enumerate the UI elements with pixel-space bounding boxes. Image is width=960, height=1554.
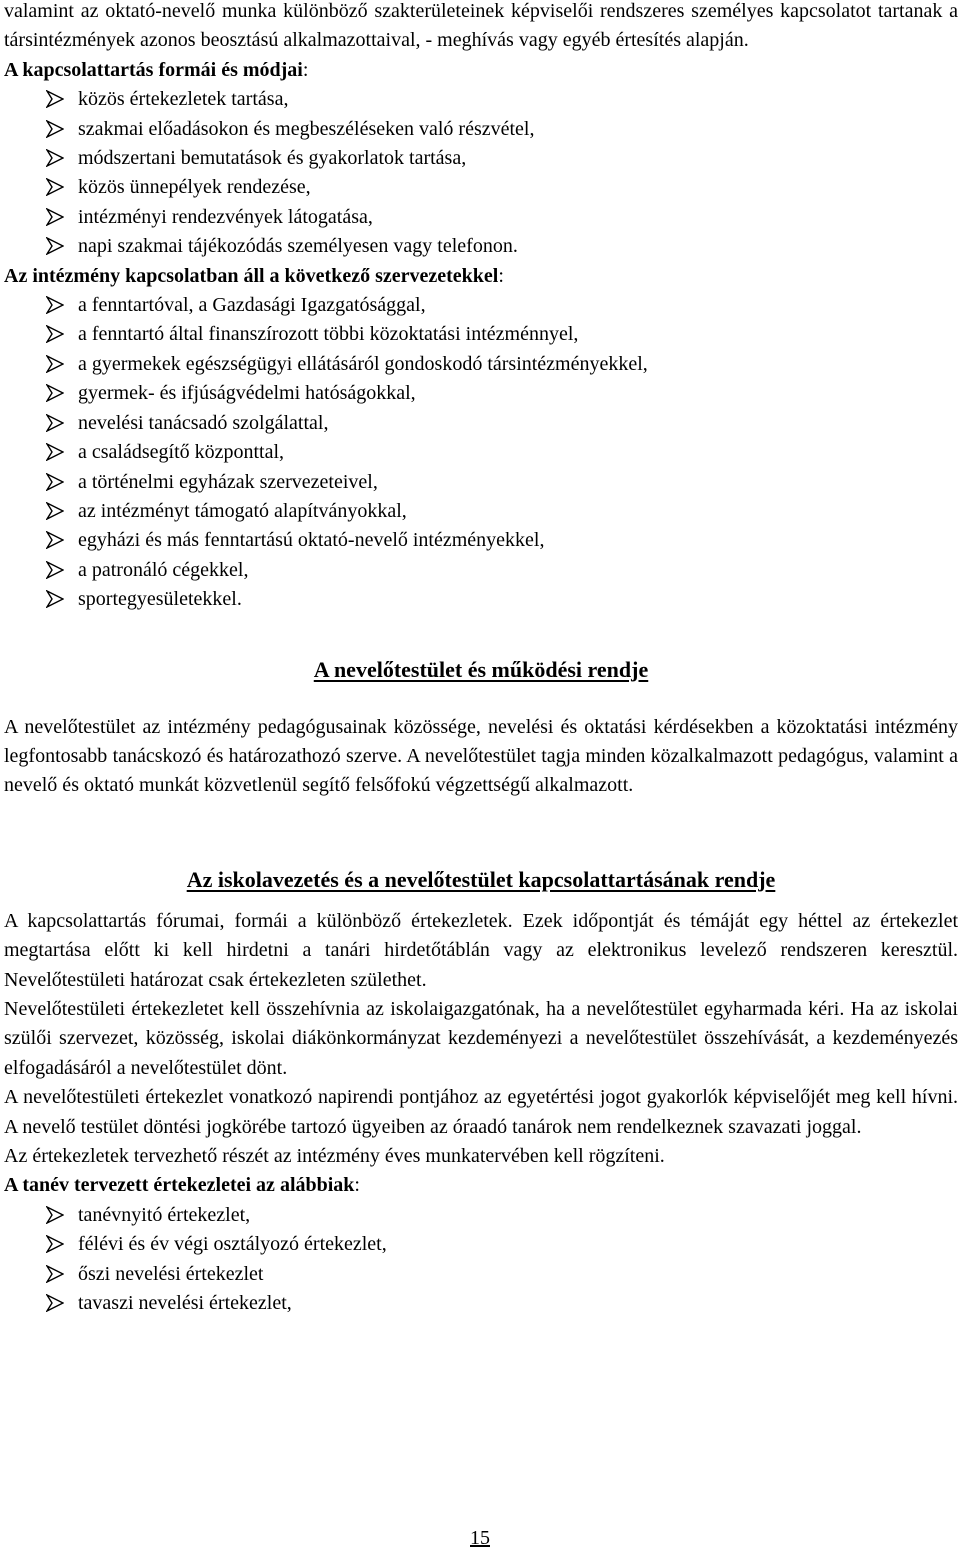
arrow-bullet-icon xyxy=(46,590,64,608)
arrow-bullet-icon xyxy=(46,414,64,432)
document-page xyxy=(4,0,958,1318)
section1-paragraph: A nevelőtestület az intézmény pedagógusainak közössége, nevelési és oktatási kérdésekben a közoktatási intézmény legfontosabb tanácskozó és határozathozó szerve. A nevelőtestület tagja minden közalkalmazott pedagógus, valamint a nevelő és oktató munkát közvetlenül segítő felsőfokú végzettségű alkalmazott. xyxy=(4,715,958,797)
section2-paragraph-2: Nevelőtestületi értekezletet kell összehívnia az iskolaigazgatónak, ha a nevelőtestület egyharmada kéri. Ha az iskolai szülői szervezet, közösség, iskolai diákönkormányzat kezdeményezi a nevelőtestület összehívását, a kezdeményezés elfogadásáról a nevelőtestület dönt. xyxy=(4,997,958,1079)
arrow-bullet-icon xyxy=(46,208,64,226)
arrow-bullet-icon xyxy=(46,149,64,167)
section2-paragraph-4: Az értekezletek tervezhető részét az intézmény éves munkatervében kell rögzíteni. xyxy=(4,1145,665,1167)
arrow-bullet-icon xyxy=(46,355,64,373)
organizations-heading: Az intézmény kapcsolatban áll a következő szervezetekkel: xyxy=(4,264,504,287)
list-item: az intézményt támogató alapítványokkal, xyxy=(4,497,958,526)
arrow-bullet-icon xyxy=(46,473,64,491)
contact-forms-list xyxy=(4,85,958,261)
section2-paragraph-3: A nevelőtestületi értekezlet vonatkozó napirendi pontjához az egyetértési jogot gyakorlók képviselőjét meg kell hívni. A nevelő testület döntési jogkörébe tartozó ügyeiben az óraadó tanárok nem rendelkeznek szavazati joggal. xyxy=(4,1086,958,1138)
arrow-bullet-icon xyxy=(46,1235,64,1253)
list-item: a fenntartó által finanszírozott többi közoktatási intézménnyel, xyxy=(4,320,958,349)
list-item: közös értekezletek tartása, xyxy=(4,85,958,114)
list-item: intézményi rendezvények látogatása, xyxy=(4,203,958,232)
list-item: a gyermekek egészségügyi ellátásáról gondoskodó társintézményekkel, xyxy=(4,350,958,379)
list-item: gyermek- és ifjúságvédelmi hatóságokkal, xyxy=(4,379,958,408)
arrow-bullet-icon xyxy=(46,237,64,255)
section-title-kapcsolattartas: Az iskolavezetés és a nevelőtestület kapcsolattartásának rendje xyxy=(186,866,776,892)
list-item: módszertani bemutatások és gyakorlatok tartása, xyxy=(4,144,958,173)
arrow-bullet-icon xyxy=(46,1294,64,1312)
list-item: nevelési tanácsadó szolgálattal, xyxy=(4,409,958,438)
meetings-list xyxy=(4,1201,958,1319)
arrow-bullet-icon xyxy=(46,120,64,138)
intro-paragraph: valamint az oktató-nevelő munka különböző szakterületeinek képviselői rendszeres személyes kapcsolatot tartanak a társintézmények azonos beosztású alkalmazottaival, - meghívás vagy egyéb értesítés alapján. xyxy=(4,0,958,52)
arrow-bullet-icon xyxy=(46,443,64,461)
meetings-heading: A tanév tervezett értekezletei az alábbiak: xyxy=(4,1174,360,1197)
list-item: egyházi és más fenntartású oktató-nevelő intézményekkel, xyxy=(4,526,958,555)
list-item: közös ünnepélyek rendezése, xyxy=(4,173,958,202)
arrow-bullet-icon xyxy=(46,1206,64,1224)
list-item: a fenntartóval, a Gazdasági Igazgatósággal, xyxy=(4,291,958,320)
arrow-bullet-icon xyxy=(46,1265,64,1283)
page-number: 15 xyxy=(470,1527,490,1549)
list-item: őszi nevelési értekezlet xyxy=(4,1260,958,1289)
list-item: sportegyesületekkel. xyxy=(4,585,958,614)
arrow-bullet-icon xyxy=(46,90,64,108)
list-item: a történelmi egyházak szervezeteivel, xyxy=(4,468,958,497)
list-item: szakmai előadásokon és megbeszéléseken való részvétel, xyxy=(4,115,958,144)
list-item: félévi és év végi osztályozó értekezlet, xyxy=(4,1230,958,1259)
arrow-bullet-icon xyxy=(46,384,64,402)
list-item: tavaszi nevelési értekezlet, xyxy=(4,1289,958,1318)
section-title-nevelotestulet: A nevelőtestület és működési rendje xyxy=(313,656,649,682)
arrow-bullet-icon xyxy=(46,325,64,343)
arrow-bullet-icon xyxy=(46,531,64,549)
contact-forms-heading: A kapcsolattartás formái és módjai: xyxy=(4,58,309,81)
arrow-bullet-icon xyxy=(46,296,64,314)
list-item: a patronáló cégekkel, xyxy=(4,556,958,585)
list-item: tanévnyitó értekezlet, xyxy=(4,1201,958,1230)
arrow-bullet-icon xyxy=(46,178,64,196)
list-item: napi szakmai tájékozódás személyesen vagy telefonon. xyxy=(4,232,958,261)
section2-paragraph-1: A kapcsolattartás fórumai, formái a különböző értekezletek. Ezek időpontját és témáját egy héttel az értekezlet megtartása előtt ki kell hirdetni a tanári hirdetőtáblán vagy az elektronikus levelező rendszeren keresztül. Nevelőtestületi határozat csak értekezleten születhet. xyxy=(4,909,958,991)
list-item: a családsegítő központtal, xyxy=(4,438,958,467)
organizations-list xyxy=(4,291,958,614)
arrow-bullet-icon xyxy=(46,502,64,520)
arrow-bullet-icon xyxy=(46,561,64,579)
